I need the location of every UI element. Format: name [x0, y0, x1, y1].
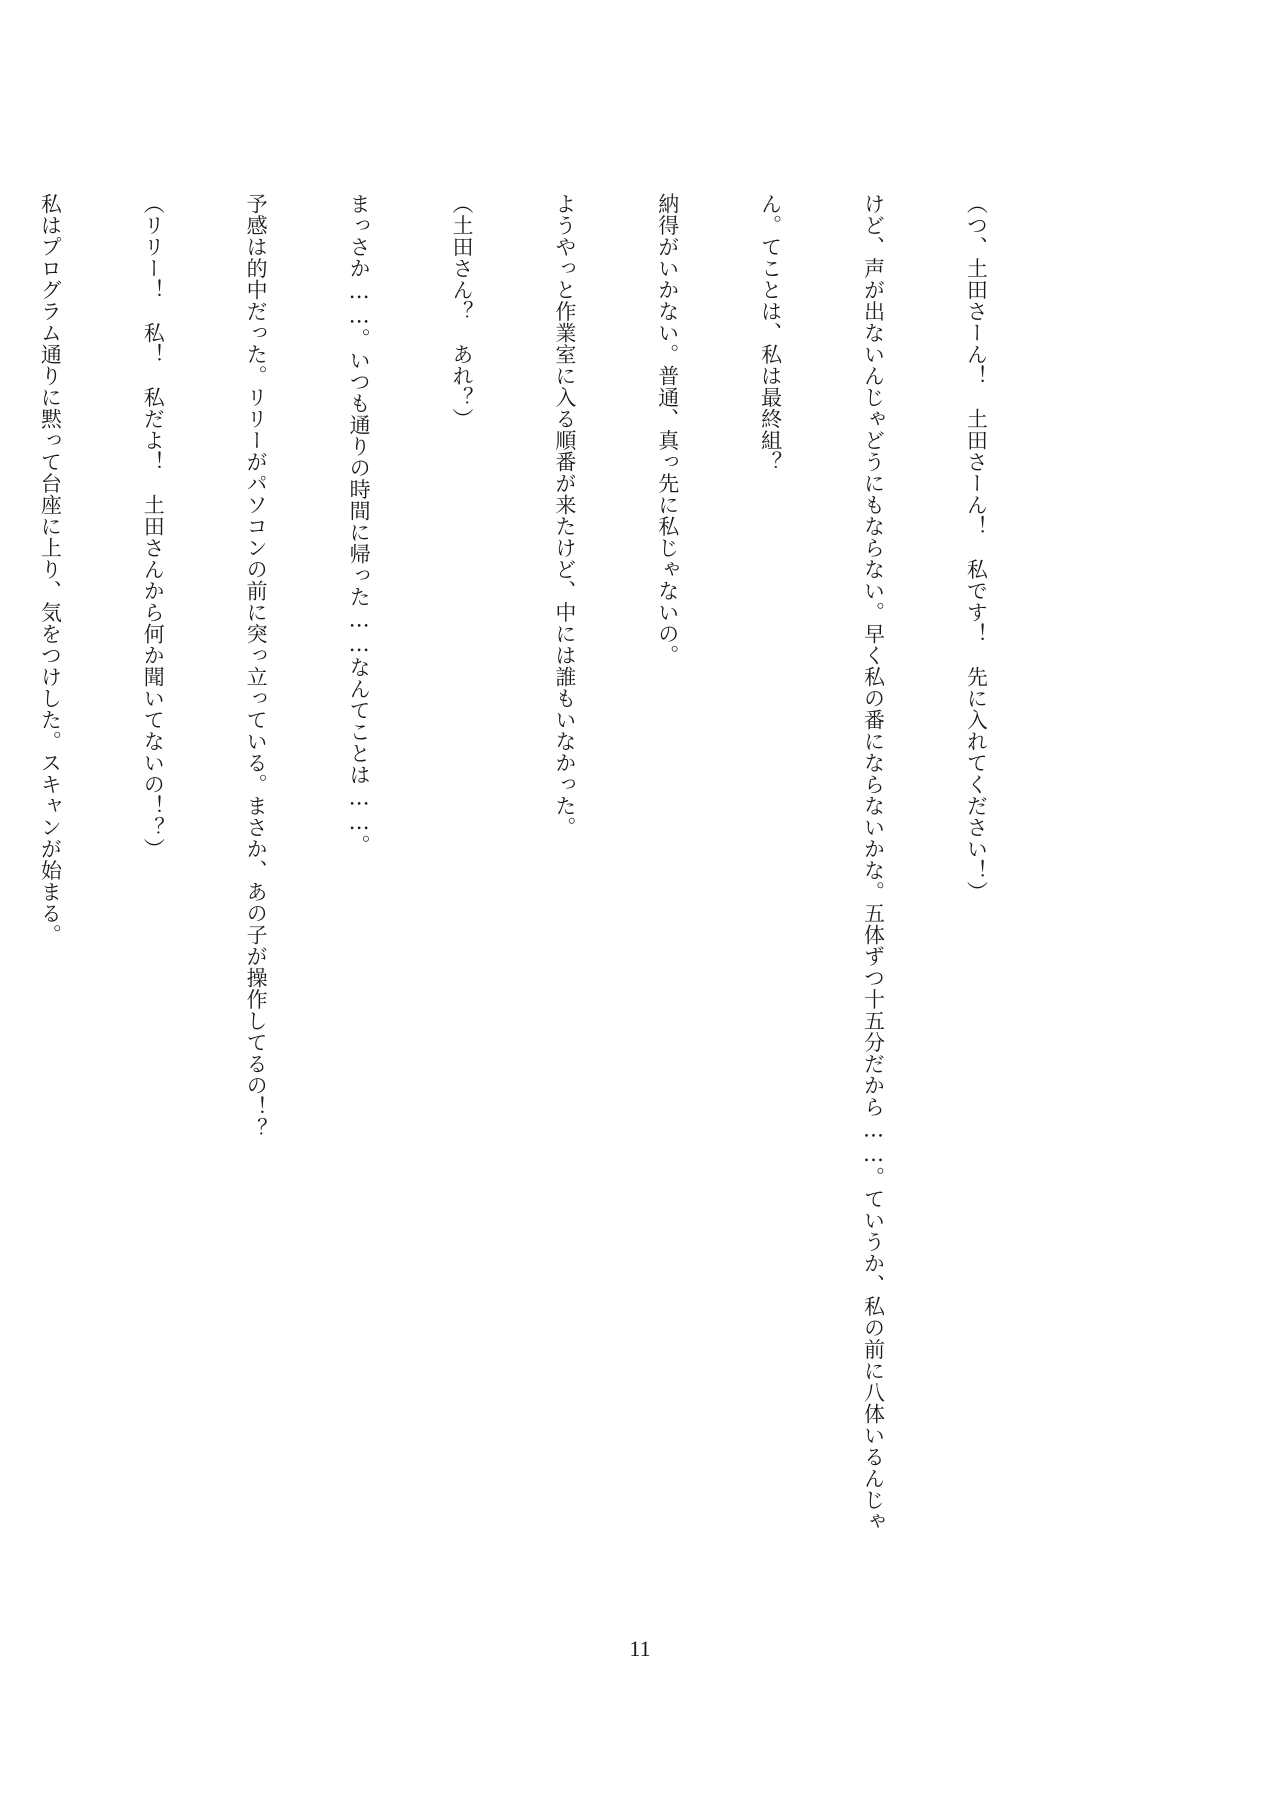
vertical-text-body	[0, 193, 1062, 1753]
text-line: 納得がいかない。普通、真っ先に私じゃないの。	[655, 193, 680, 666]
text-line: まっさか……。いつも通りの時間に帰った……なんてことは……。	[347, 193, 372, 856]
text-line: （土田さん？ あれ？）	[449, 193, 474, 430]
text-line: 私はプログラム通りに黙って台座に上り、気をつけした。スキャンが始まる。	[38, 193, 63, 946]
text-line: ようやっと作業室に入る順番が来たけど、中には誰もいなかった。	[552, 193, 577, 838]
text-line: ん。てことは、私は最終組？	[758, 193, 783, 473]
text-line: けど、声が出ないんじゃどうにもならない。早く私の番にならないかな。五体ずつ十五分だから……。ていうか、私の前に八体いるんじゃ	[861, 193, 886, 1532]
page-number: 11	[629, 1636, 651, 1661]
text-line: 予感は的中だった。リリーがパソコンの前に突っ立っている。まさか、あの子が操作してるの！？	[244, 193, 269, 1139]
text-line: （つ、土田さーん！ 土田さーん！ 私です！ 先に入れてください！）	[964, 193, 989, 903]
text-line: （リリー！ 私！ 私だよ！ 土田さんから何か聞いてないの！？）	[141, 193, 166, 860]
